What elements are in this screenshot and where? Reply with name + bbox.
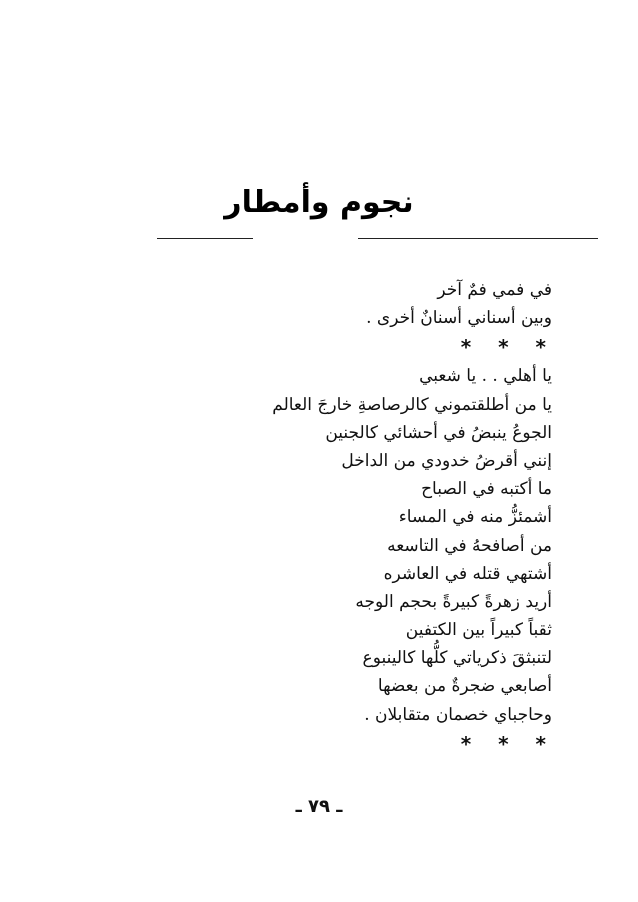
stanza-separator: * * * xyxy=(460,731,546,756)
stanza-separator: * * * xyxy=(460,335,546,360)
poem-line: ثقباً كبيراً بين الكتفين xyxy=(405,620,552,641)
title-rule-left xyxy=(157,238,253,239)
poem-line: لتنبثقَ ذكرياتي كلُّها كالينبوع xyxy=(362,648,552,669)
poem-line: أصابعي ضجرةٌ من بعضها xyxy=(377,676,552,697)
title-rule-right xyxy=(358,238,598,239)
poem-line: أريد زهرةً كبيرةً بحجم الوجه xyxy=(355,591,552,612)
poem-body xyxy=(132,276,552,759)
poem-line: في فمي فمٌ آخر xyxy=(437,280,552,300)
poem-title: نجوم وأمطار xyxy=(224,185,414,220)
poem-line: إنني أقرضُ خدودي من الداخل xyxy=(341,450,552,471)
poem-line: أشتهي قتله في العاشره xyxy=(383,563,552,584)
poem-line: أشمئزُّ منه في المساء xyxy=(398,507,552,528)
poem-line: وحاجباي خصمان متقابلان . xyxy=(364,704,552,725)
page-number: ـ ٧٩ ـ xyxy=(295,796,343,817)
poem-line: ما أكتبه في الصباح xyxy=(421,479,552,500)
poem-line: يا أهلي . . يا شعبي xyxy=(419,366,552,387)
poem-line: يا من أطلقتموني كالرصاصةِ خارجَ العالم xyxy=(272,394,552,415)
poem-line: وبين أسناني أسنانٌ أخرى . xyxy=(366,308,552,329)
poem-line: الجوعُ ينبضُ في أحشائي كالجنين xyxy=(325,422,552,443)
poem-line: من أصافحهُ في التاسعه xyxy=(387,535,552,556)
